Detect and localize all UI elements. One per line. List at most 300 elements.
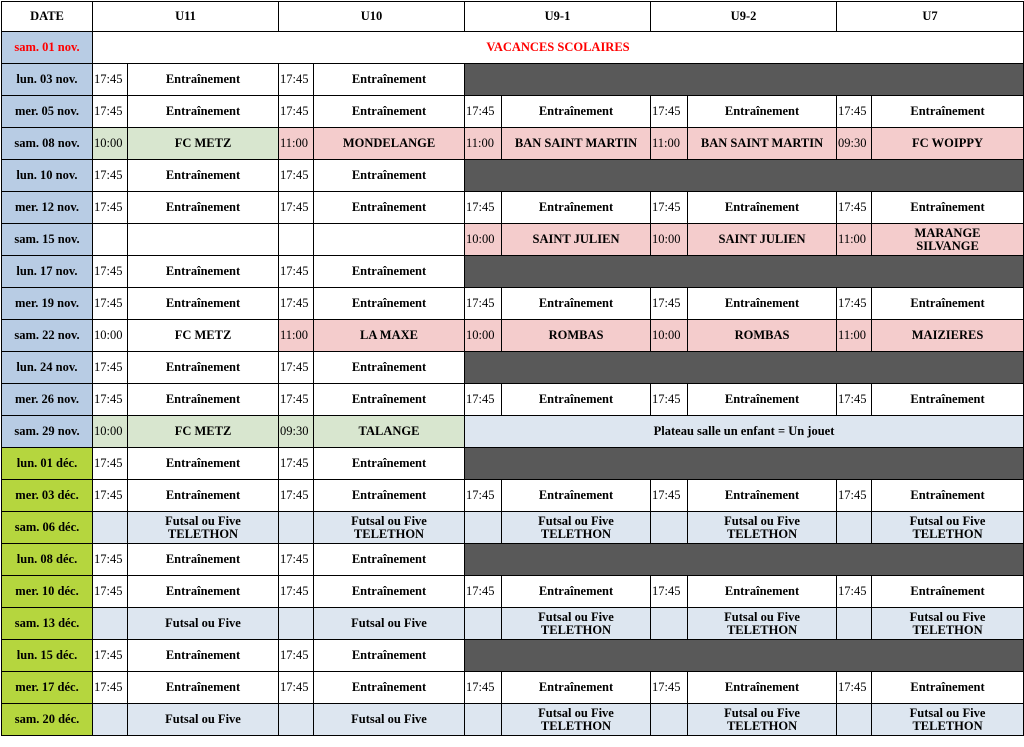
activity-label-second-line: TELETHON	[912, 718, 983, 733]
activity-label: LA MAXE	[360, 328, 418, 343]
activity-cell	[872, 288, 1024, 320]
date-cell: lun. 15 déc.	[2, 640, 93, 672]
time-cell	[93, 512, 128, 544]
table-row	[2, 288, 1024, 320]
activity-cell	[128, 320, 279, 352]
activity-label: Futsal ou Five	[351, 712, 427, 727]
activity-label-second-line: TELETHON	[726, 526, 798, 541]
activity-label: Entraînement	[351, 488, 427, 503]
activity-label: Entraînement	[165, 488, 241, 503]
date-cell: mer. 26 nov.	[2, 384, 93, 416]
activity-label: Futsal ou Five	[165, 712, 241, 727]
date-cell: sam. 08 nov.	[2, 128, 93, 160]
header-u11: U11	[93, 2, 279, 32]
activity-label: Entraînement	[351, 680, 427, 695]
activity-label: Entraînement	[724, 296, 800, 311]
activity-cell	[688, 384, 837, 416]
time-cell	[837, 512, 872, 544]
table-row	[2, 512, 1024, 544]
activity-label: Entraînement	[724, 680, 800, 695]
activity-label: Entraînement	[724, 584, 800, 599]
activity-cell	[872, 704, 1024, 736]
activity-label-second-line: SILVANGE	[916, 238, 979, 253]
activity-cell	[688, 288, 837, 320]
activity-label: Entraînement	[351, 168, 427, 183]
table-row	[2, 640, 1024, 672]
activity-cell	[502, 224, 651, 256]
table-row	[2, 448, 1024, 480]
time-cell: 17:45	[837, 288, 872, 320]
activity-label: FC METZ	[174, 424, 232, 439]
activity-cell	[872, 576, 1024, 608]
activity-cell	[128, 608, 279, 640]
time-cell: 10:00	[465, 320, 502, 352]
table-row	[2, 224, 1024, 256]
time-cell: 10:00	[651, 320, 688, 352]
table-row	[2, 64, 1024, 96]
activity-cell	[502, 128, 651, 160]
activity-cell	[314, 224, 465, 256]
time-cell: 17:45	[651, 576, 688, 608]
time-cell: 10:00	[93, 320, 128, 352]
activity-cell	[314, 384, 465, 416]
activity-cell	[314, 480, 465, 512]
table-row	[2, 608, 1024, 640]
date-cell: sam. 29 nov.	[2, 416, 93, 448]
time-cell: 17:45	[651, 672, 688, 704]
time-cell: 17:45	[651, 192, 688, 224]
time-cell: 17:45	[279, 672, 314, 704]
activity-label: Futsal ou Five	[724, 610, 800, 624]
activity-cell	[688, 512, 837, 544]
time-cell: 10:00	[93, 128, 128, 160]
activity-label: Futsal ou Five	[909, 610, 986, 624]
holiday-banner: VACANCES SCOLAIRES	[93, 32, 1024, 64]
date-cell: sam. 15 nov.	[2, 224, 93, 256]
time-cell: 17:45	[279, 544, 314, 576]
time-cell: 17:45	[93, 576, 128, 608]
header-u9-1: U9-1	[465, 2, 651, 32]
activity-label: Entraînement	[910, 584, 985, 599]
activity-label: ROMBAS	[734, 328, 790, 343]
date-cell: mer. 19 nov.	[2, 288, 93, 320]
time-cell: 17:45	[93, 448, 128, 480]
date-cell: lun. 10 nov.	[2, 160, 93, 192]
time-cell: 17:45	[279, 352, 314, 384]
header-u9-2: U9-2	[651, 2, 837, 32]
activity-label: Entraînement	[538, 680, 614, 695]
time-cell: 10:00	[93, 416, 128, 448]
activity-label-second-line: TELETHON	[167, 526, 239, 541]
activity-label: Futsal ou Five	[909, 706, 986, 720]
time-cell: 09:30	[279, 416, 314, 448]
activity-label: FC METZ	[174, 328, 232, 343]
activity-label: Futsal ou Five	[165, 514, 241, 528]
activity-cell	[314, 416, 465, 448]
activity-cell	[688, 608, 837, 640]
activity-cell	[314, 64, 465, 96]
activity-label: Entraînement	[351, 104, 427, 119]
time-cell: 17:45	[279, 160, 314, 192]
activity-label: Entraînement	[351, 456, 427, 471]
activity-label: Entraînement	[910, 488, 985, 503]
activity-cell	[502, 512, 651, 544]
time-cell: 17:45	[465, 480, 502, 512]
time-cell: 17:45	[279, 96, 314, 128]
table-row	[2, 192, 1024, 224]
table-row	[2, 480, 1024, 512]
activity-cell	[688, 128, 837, 160]
activity-label: Entraînement	[165, 72, 241, 87]
no-session-block	[465, 160, 1024, 192]
date-cell: lun. 24 nov.	[2, 352, 93, 384]
no-session-block	[465, 544, 1024, 576]
activity-label: Entraînement	[351, 72, 427, 87]
table-row	[2, 704, 1024, 736]
activity-label: TALANGE	[358, 424, 420, 439]
activity-cell	[314, 704, 465, 736]
date-cell: mer. 17 déc.	[2, 672, 93, 704]
time-cell: 17:45	[279, 64, 314, 96]
table-row	[2, 32, 1024, 64]
time-cell	[93, 608, 128, 640]
date-cell: sam. 01 nov.	[2, 32, 93, 64]
activity-cell	[128, 448, 279, 480]
activity-label: Entraînement	[538, 488, 614, 503]
no-session-block	[465, 352, 1024, 384]
table-row	[2, 256, 1024, 288]
time-cell: 17:45	[279, 192, 314, 224]
activity-cell	[872, 384, 1024, 416]
no-session-block	[465, 640, 1024, 672]
activity-cell	[128, 672, 279, 704]
activity-label: Entraînement	[165, 584, 241, 599]
time-cell: 17:45	[837, 480, 872, 512]
time-cell: 17:45	[279, 640, 314, 672]
activity-label: Entraînement	[165, 456, 241, 471]
time-cell: 11:00	[837, 224, 872, 256]
time-cell: 17:45	[93, 352, 128, 384]
activity-cell	[128, 352, 279, 384]
header-u7: U7	[837, 2, 1024, 32]
table-row	[2, 416, 1024, 448]
activity-cell	[128, 96, 279, 128]
time-cell	[279, 704, 314, 736]
time-cell	[837, 608, 872, 640]
date-cell: mer. 05 nov.	[2, 96, 93, 128]
time-cell: 17:45	[465, 384, 502, 416]
time-cell: 17:45	[93, 672, 128, 704]
time-cell: 11:00	[279, 320, 314, 352]
schedule-body	[2, 32, 1024, 736]
time-cell: 17:45	[651, 288, 688, 320]
activity-cell	[314, 672, 465, 704]
activity-label: Entraînement	[165, 264, 241, 279]
activity-cell	[872, 608, 1024, 640]
activity-label-second-line: TELETHON	[912, 622, 983, 637]
activity-cell	[872, 480, 1024, 512]
table-row	[2, 352, 1024, 384]
activity-cell	[872, 672, 1024, 704]
time-cell	[837, 704, 872, 736]
activity-label: Entraînement	[165, 648, 241, 663]
activity-cell	[314, 96, 465, 128]
event-banner: Plateau salle un enfant = Un jouet	[465, 416, 1024, 448]
time-cell: 17:45	[651, 96, 688, 128]
time-cell	[465, 704, 502, 736]
activity-label: Futsal ou Five	[165, 616, 241, 631]
date-cell: lun. 03 nov.	[2, 64, 93, 96]
no-session-block	[465, 448, 1024, 480]
activity-cell	[502, 384, 651, 416]
time-cell: 17:45	[837, 192, 872, 224]
activity-label: Futsal ou Five	[351, 514, 427, 528]
no-session-block	[465, 64, 1024, 96]
time-cell: 17:45	[279, 480, 314, 512]
activity-label: Entraînement	[724, 200, 800, 215]
date-cell: mer. 10 déc.	[2, 576, 93, 608]
table-row	[2, 160, 1024, 192]
table-row	[2, 672, 1024, 704]
time-cell: 17:45	[93, 64, 128, 96]
activity-cell	[688, 320, 837, 352]
time-cell: 11:00	[465, 128, 502, 160]
activity-label: Entraînement	[351, 360, 427, 375]
activity-cell	[314, 288, 465, 320]
activity-cell	[128, 224, 279, 256]
time-cell	[465, 608, 502, 640]
activity-label: Futsal ou Five	[724, 514, 800, 528]
time-cell	[279, 512, 314, 544]
time-cell: 11:00	[651, 128, 688, 160]
activity-cell	[128, 480, 279, 512]
activity-cell	[314, 608, 465, 640]
activity-cell	[688, 672, 837, 704]
time-cell: 17:45	[93, 640, 128, 672]
activity-label: Entraînement	[165, 296, 241, 311]
activity-label: Entraînement	[910, 680, 985, 695]
schedule-table	[1, 1, 1024, 736]
activity-label: Entraînement	[724, 488, 800, 503]
time-cell: 10:00	[465, 224, 502, 256]
activity-cell	[128, 288, 279, 320]
activity-label: Futsal ou Five	[909, 514, 986, 528]
time-cell: 17:45	[279, 384, 314, 416]
activity-label-second-line: TELETHON	[540, 718, 612, 733]
activity-label: Entraînement	[538, 104, 614, 119]
activity-label: Futsal ou Five	[538, 706, 614, 720]
activity-label: Entraînement	[351, 552, 427, 567]
activity-cell	[502, 608, 651, 640]
header-date: DATE	[2, 2, 93, 32]
activity-label: Entraînement	[165, 200, 241, 215]
activity-cell	[688, 576, 837, 608]
table-row	[2, 576, 1024, 608]
activity-label: MARANGE	[914, 226, 981, 240]
activity-cell	[872, 128, 1024, 160]
activity-cell	[314, 192, 465, 224]
activity-cell	[314, 352, 465, 384]
time-cell: 17:45	[93, 288, 128, 320]
activity-cell	[128, 128, 279, 160]
activity-cell	[128, 416, 279, 448]
activity-cell	[314, 512, 465, 544]
time-cell: 10:00	[651, 224, 688, 256]
time-cell	[465, 512, 502, 544]
activity-label: SAINT JULIEN	[718, 232, 806, 247]
activity-cell	[502, 576, 651, 608]
time-cell: 17:45	[651, 480, 688, 512]
activity-label-second-line: TELETHON	[540, 526, 612, 541]
activity-label-second-line: TELETHON	[353, 526, 425, 541]
time-cell: 17:45	[837, 576, 872, 608]
activity-label: MAIZIERES	[911, 328, 984, 343]
activity-label: Entraînement	[910, 104, 985, 119]
activity-label: Futsal ou Five	[351, 616, 427, 631]
activity-label: Entraînement	[165, 168, 241, 183]
date-cell: sam. 06 déc.	[2, 512, 93, 544]
activity-cell	[128, 544, 279, 576]
activity-label: Entraînement	[165, 680, 241, 695]
activity-cell	[872, 512, 1024, 544]
time-cell: 17:45	[279, 576, 314, 608]
time-cell	[93, 224, 128, 256]
activity-label: Entraînement	[910, 392, 985, 407]
activity-cell	[502, 192, 651, 224]
time-cell: 17:45	[93, 480, 128, 512]
activity-cell	[314, 256, 465, 288]
time-cell: 17:45	[93, 160, 128, 192]
table-row	[2, 96, 1024, 128]
activity-cell	[128, 256, 279, 288]
activity-label: Entraînement	[351, 392, 427, 407]
activity-label: Entraînement	[724, 104, 800, 119]
date-cell: sam. 22 nov.	[2, 320, 93, 352]
activity-label: Entraînement	[538, 392, 614, 407]
activity-cell	[314, 640, 465, 672]
time-cell: 17:45	[93, 384, 128, 416]
activity-cell	[314, 160, 465, 192]
time-cell: 17:45	[651, 384, 688, 416]
time-cell: 17:45	[279, 288, 314, 320]
activity-label: Futsal ou Five	[538, 514, 614, 528]
date-cell: mer. 12 nov.	[2, 192, 93, 224]
no-session-block	[465, 256, 1024, 288]
activity-label: Entraînement	[538, 200, 614, 215]
activity-cell	[314, 576, 465, 608]
activity-cell	[314, 128, 465, 160]
time-cell: 17:45	[465, 96, 502, 128]
activity-cell	[502, 704, 651, 736]
time-cell: 17:45	[837, 96, 872, 128]
time-cell: 17:45	[279, 448, 314, 480]
activity-cell	[128, 576, 279, 608]
activity-cell	[128, 192, 279, 224]
activity-label: SAINT JULIEN	[532, 232, 620, 247]
time-cell	[279, 608, 314, 640]
activity-label: Futsal ou Five	[538, 610, 614, 624]
activity-cell	[314, 320, 465, 352]
activity-cell	[502, 96, 651, 128]
activity-label: BAN SAINT MARTIN	[700, 136, 824, 151]
activity-label: Futsal ou Five	[724, 706, 800, 720]
activity-cell	[688, 192, 837, 224]
activity-label: Entraînement	[165, 552, 241, 567]
activity-label: Entraînement	[351, 584, 427, 599]
date-cell: sam. 20 déc.	[2, 704, 93, 736]
activity-cell	[872, 192, 1024, 224]
activity-label: Entraînement	[538, 584, 614, 599]
activity-label: Entraînement	[351, 648, 427, 663]
activity-cell	[502, 672, 651, 704]
activity-label-second-line: TELETHON	[726, 622, 798, 637]
time-cell: 17:45	[465, 672, 502, 704]
activity-cell	[688, 704, 837, 736]
activity-label: Entraînement	[351, 264, 427, 279]
activity-label: Entraînement	[165, 104, 241, 119]
table-row	[2, 128, 1024, 160]
date-cell: lun. 01 déc.	[2, 448, 93, 480]
time-cell: 17:45	[93, 192, 128, 224]
time-cell: 11:00	[279, 128, 314, 160]
time-cell: 17:45	[465, 576, 502, 608]
activity-cell	[502, 320, 651, 352]
activity-cell	[872, 96, 1024, 128]
activity-label: Entraînement	[724, 392, 800, 407]
time-cell	[651, 608, 688, 640]
time-cell: 17:45	[93, 544, 128, 576]
activity-label: Entraînement	[910, 200, 985, 215]
date-cell: lun. 17 nov.	[2, 256, 93, 288]
activity-label: MONDELANGE	[342, 136, 436, 151]
activity-label: BAN SAINT MARTIN	[514, 136, 638, 151]
activity-cell	[128, 704, 279, 736]
table-row	[2, 320, 1024, 352]
activity-cell	[128, 512, 279, 544]
activity-cell	[502, 480, 651, 512]
header-u10: U10	[279, 2, 465, 32]
activity-cell	[128, 64, 279, 96]
time-cell	[651, 704, 688, 736]
activity-label: Entraînement	[165, 392, 241, 407]
time-cell: 09:30	[837, 128, 872, 160]
date-cell: lun. 08 déc.	[2, 544, 93, 576]
time-cell	[93, 704, 128, 736]
activity-label-second-line: TELETHON	[912, 526, 983, 541]
activity-cell	[314, 544, 465, 576]
time-cell: 17:45	[465, 288, 502, 320]
activity-cell	[688, 96, 837, 128]
time-cell	[279, 224, 314, 256]
time-cell: 17:45	[279, 256, 314, 288]
activity-cell	[688, 224, 837, 256]
table-row	[2, 384, 1024, 416]
activity-cell	[128, 384, 279, 416]
activity-label: ROMBAS	[548, 328, 604, 343]
time-cell: 17:45	[93, 96, 128, 128]
activity-cell	[872, 320, 1024, 352]
activity-label: Entraînement	[351, 200, 427, 215]
activity-label-second-line: TELETHON	[540, 622, 612, 637]
activity-label: Entraînement	[165, 360, 241, 375]
time-cell: 11:00	[837, 320, 872, 352]
time-cell: 17:45	[837, 384, 872, 416]
activity-cell	[128, 160, 279, 192]
activity-label: Entraînement	[910, 296, 985, 311]
time-cell: 17:45	[93, 256, 128, 288]
date-cell: mer. 03 déc.	[2, 480, 93, 512]
activity-cell	[872, 224, 1024, 256]
